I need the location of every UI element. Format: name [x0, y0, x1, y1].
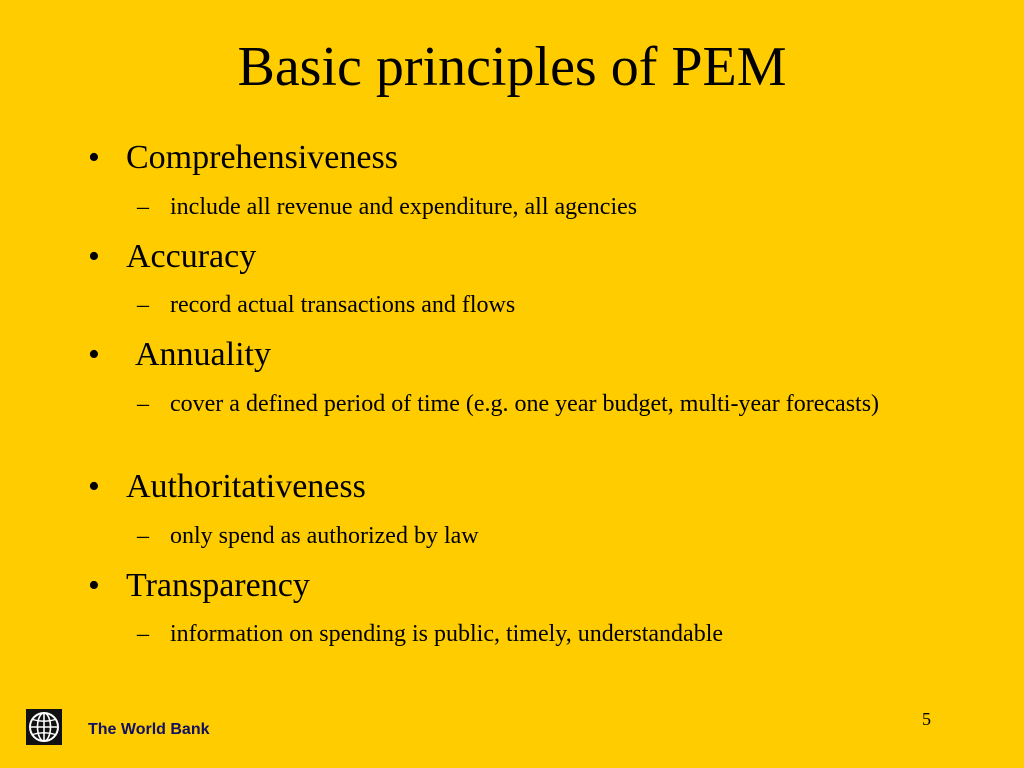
bullet-label: Transparency — [126, 567, 310, 604]
bullet-marker: • — [88, 139, 100, 176]
sub-bullet-label: information on spending is public, timely, understandable — [170, 621, 724, 647]
slide-number: 5 — [922, 709, 931, 729]
sub-bullet-marker: – — [137, 621, 149, 647]
slide-title: Basic principles of PEM — [237, 36, 787, 98]
sub-bullet-label: only spend as authorized by law — [170, 523, 479, 549]
bullet-marker: • — [88, 336, 100, 373]
bullet-marker: • — [88, 567, 100, 604]
bullet-label: Annuality — [135, 336, 271, 373]
footer-brand: The World Bank — [88, 721, 210, 738]
bullet-marker: • — [88, 238, 100, 275]
sub-bullet-marker: – — [137, 292, 149, 318]
bullet-marker: • — [88, 468, 100, 505]
sub-bullet-label: include all revenue and expenditure, all agencies — [170, 194, 638, 220]
bullet-label: Authoritativeness — [126, 468, 366, 505]
bullet-label: Accuracy — [126, 238, 257, 275]
bullet-label: Comprehensiveness — [126, 139, 398, 176]
world-bank-globe-icon — [26, 709, 62, 745]
sub-bullet-marker: – — [137, 523, 149, 549]
sub-bullet-marker: – — [137, 194, 149, 220]
sub-bullet-marker: – — [137, 391, 149, 417]
sub-bullet-label: cover a defined period of time (e.g. one year budget, multi-year forecasts) — [170, 391, 880, 417]
sub-bullet-label: record actual transactions and flows — [170, 292, 516, 318]
